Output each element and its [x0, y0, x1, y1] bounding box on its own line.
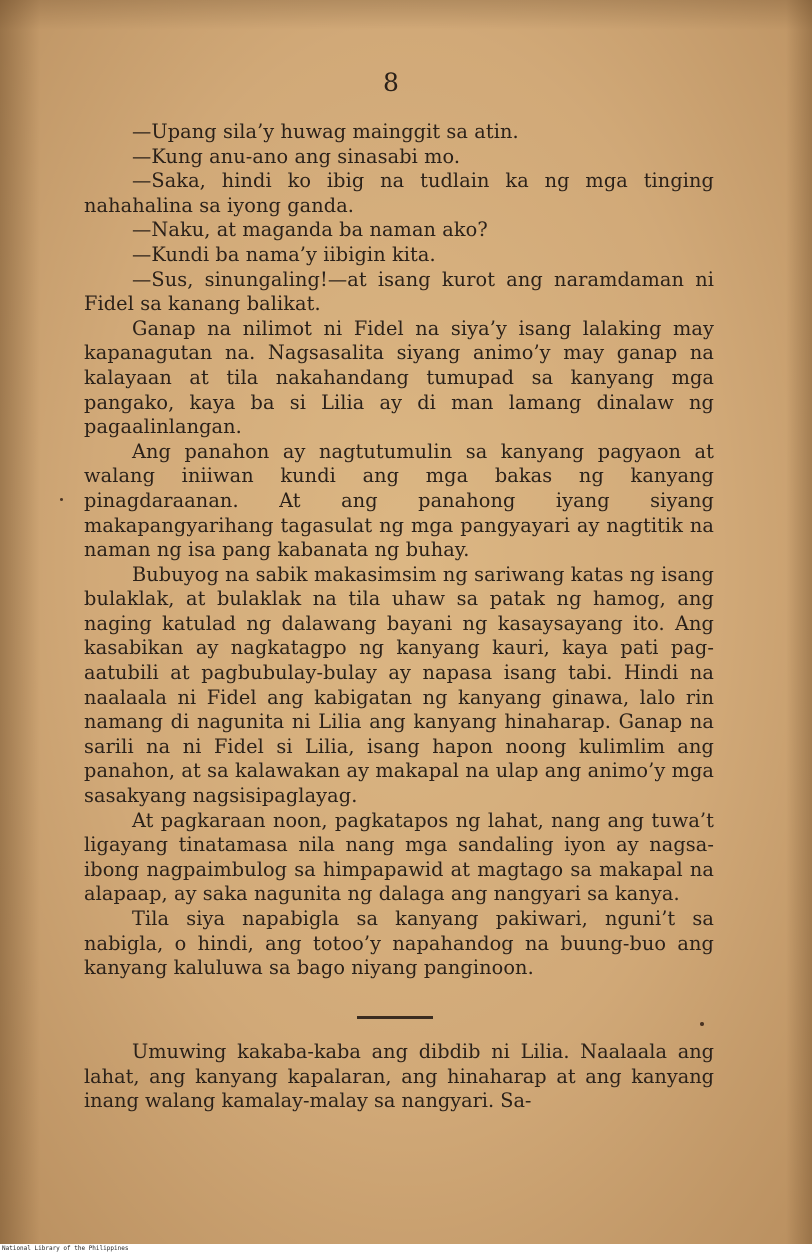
- paragraph: Tila siya napabigla sa kanyang pakiwari, nguni’t sa nabigla, o hindi, ang totoo’y napahandog na buung-buo ang kanyang kaluluwa sa bago niyang panginoon.: [84, 907, 714, 980]
- paragraph: Bubuyog na sabik makasimsim ng sariwang katas ng isang bulaklak, at bulaklak na tila uhaw sa patak ng hamog, ang naging katulad ng dalawang bayani ng kasaysayang ito. Ang kasabikan ay nagkatagpo ng kanyang kauri, kaya pati pag-aatubili at pagbubulay-bulay ay napasa isang tabi. Hindi na naalaala ni Fidel ang kabigatan ng kanyang ginawa, lalo rin namang di nagunita ni Lilia ang kanyang hinaharap. Ganap na sarili na ni Fidel si Lilia, isang hapon noong kulimlim ang panahon, at sa kalawakan ay makapal na ulap ang animo’y mga sasakyang nagsisipaglayag.: [84, 562, 714, 808]
- paper-speck: [700, 1022, 704, 1026]
- section-divider: [357, 1016, 433, 1019]
- dialogue-line: —Saka, hindi ko ibig na tudlain ka ng mga tinging nahahalina sa iyong ganda.: [84, 169, 714, 217]
- dialogue-line: —Sus, sinungaling!—at isang kurot ang naramdaman ni Fidel sa kanang balikat.: [84, 267, 714, 316]
- paragraph: At pagkaraan noon, pagkatapos ng lahat, nang ang tuwa’t ligayang tinatamasa nila nang mga sandaling iyon ay nagsa-ibong nagpaimbulog sa himpapawid at magtago sa makapal na alapaap, ay saka nagunita ng dalaga ang nangyari sa kanya.: [84, 808, 714, 906]
- library-credit: National Library of the Philippines: [2, 1245, 129, 1252]
- body-text-continued: [84, 1040, 714, 1114]
- dialogue-line: —Kundi ba nama’y iibigin kita.: [132, 242, 436, 266]
- page-edge-shadow-top: [0, 0, 812, 30]
- page-edge-shadow-right: [786, 0, 812, 1244]
- dialogue-line: —Kung anu-ano ang sinasabi mo.: [132, 144, 461, 168]
- dialogue-line: —Naku, at maganda ba naman ako?: [132, 218, 488, 242]
- paragraph: Ganap na nilimot ni Fidel na siya’y isang lalaking may kapanagutan na. Nagsasalita siyang animo’y may ganap na kalayaan at tila nakahandang tumupad sa kanyang mga pangako, kaya ba si Lilia ay di man lamang dinalaw ng pagaalinlangan.: [84, 316, 714, 439]
- paper-speck: [60, 498, 63, 501]
- paragraph: Umuwing kakaba-kaba ang dibdib ni Lilia. Naalaala ang lahat, ang kanyang kapalaran, ang hinaharap at ang kanyang inang walang kamalay-malay sa nangyari. Sa-: [84, 1040, 714, 1113]
- body-text: [84, 120, 714, 981]
- paragraph: Ang panahon ay nagtutumulin sa kanyang pagyaon at walang iniiwan kundi ang mga bakas ng kanyang pinagdaraanan. At ang panahong iyang siyang makapangyarihang tagasulat ng mga pangyayari ay nagtitik na naman ng isa pang kabanata ng buhay.: [84, 439, 714, 562]
- page-number: 8: [383, 68, 399, 97]
- dialogue-line: —Upang sila’y huwag mainggit sa atin.: [132, 120, 519, 143]
- page-edge-shadow-left: [0, 0, 40, 1244]
